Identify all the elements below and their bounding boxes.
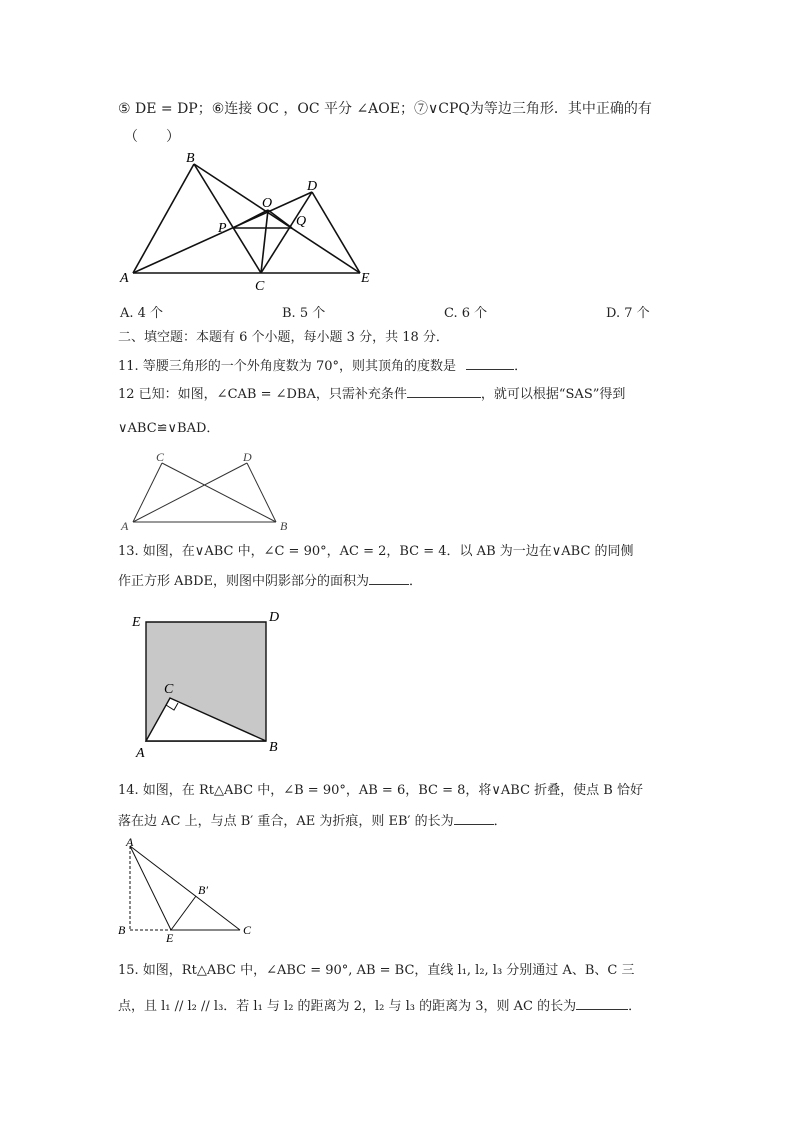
q13-label-c: C [164, 682, 174, 697]
q11-line [118, 355, 527, 376]
q13-label-d: D [269, 610, 280, 625]
q10-option-a: A. 4 个 [120, 306, 164, 321]
q14-end: ． [493, 814, 507, 829]
q14-label-a: A [126, 835, 134, 849]
q12-text-a: 12 已知：如图，∠CAB = ∠DBA，只需补充条件 [118, 387, 407, 402]
q12-label-a: A [121, 519, 129, 533]
q12-figure [118, 450, 298, 540]
q10-option-c: C. 6 个 [444, 306, 488, 321]
q10-option-b: B. 5 个 [282, 306, 326, 321]
q15-answer-blank [576, 995, 628, 1010]
q13-answer-blank [369, 570, 409, 585]
q13-line1: 13. 如图，在∨ABC 中，∠C = 90°，AC = 2，BC = 4．以 AB 为一边在∨ABC 的同侧 [118, 544, 634, 559]
q13-end: ． [409, 574, 423, 589]
q10-label-q: Q [296, 214, 307, 229]
q11-answer-blank [466, 355, 514, 370]
q13-label-a: A [136, 746, 145, 761]
q11-end: ． [514, 359, 528, 374]
q14-answer-blank [454, 810, 494, 825]
q14-line2 [118, 810, 507, 831]
q10-figure [120, 151, 380, 294]
q14-label-bprime: B′ [198, 883, 208, 897]
q10-statement-line1: ⑤ DE = DP；⑥连接 OC ，OC 平分 ∠AOE；⑦∨CPQ为等边三角形．其中正确的有 [118, 101, 652, 117]
q14-line1: 14. 如图，在 Rt△ABC 中，∠B = 90°，AB = 6，BC = 8，将∨ABC 折叠，使点 B 恰好 [118, 783, 643, 798]
q12-line1 [118, 383, 625, 404]
q14-label-b: B [118, 923, 126, 937]
q12-label-c: C [156, 450, 165, 464]
q12-answer-blank [407, 383, 481, 398]
q13-line2 [118, 570, 422, 591]
q10-label-a: A [120, 271, 129, 286]
q12-label-d: D [243, 450, 252, 464]
q14-text: 落在边 AC 上，与点 B′ 重合，AE 为折痕，则 EB′ 的长为 [118, 814, 454, 829]
q12-text-b: ，就可以根据“SAS”得到 [480, 387, 626, 402]
q13-label-e: E [132, 615, 141, 630]
q13-text: 作正方形 ABDE，则图中阴影部分的面积为 [118, 574, 369, 589]
q11-text: 11. 等腰三角形的一个外角度数为 70°，则其顶角的度数是 [118, 359, 456, 374]
q13-label-b: B [269, 740, 278, 755]
section-two-heading: 二、填空题：本题有 6 个小题，每小题 3 分，共 18 分． [118, 330, 449, 345]
q15-line1: 15. 如图，Rt△ABC 中，∠ABC = 90°, AB = BC，直线 l₁, l₂, l₃ 分别通过 A、B、C 三 [118, 963, 635, 978]
q15-end: ． [628, 999, 642, 1014]
q15-text: 点，且 l₁ // l₂ // l₃．若 l₁ 与 l₂ 的距离为 2，l₂ 与 l₃ 的距离为 3，则 AC 的长为 [118, 999, 577, 1014]
q10-label-c: C [255, 279, 265, 294]
q10-label-p: P [218, 221, 227, 236]
q14-label-e: E [166, 931, 174, 945]
q13-figure [128, 608, 298, 761]
q10-option-d: D. 7 个 [606, 306, 650, 321]
q10-label-e: E [361, 271, 370, 286]
q10-answer-bracket: （ ） [124, 129, 180, 145]
q10-label-b: B [186, 151, 195, 166]
q12-line2: ∨ABC≌∨BAD． [118, 421, 220, 436]
q15-line2 [118, 995, 641, 1016]
q14-figure [116, 835, 266, 945]
q10-label-d: D [307, 179, 318, 194]
q10-label-o: O [262, 196, 273, 211]
q12-label-b: B [280, 519, 288, 533]
q14-label-c: C [243, 923, 252, 937]
